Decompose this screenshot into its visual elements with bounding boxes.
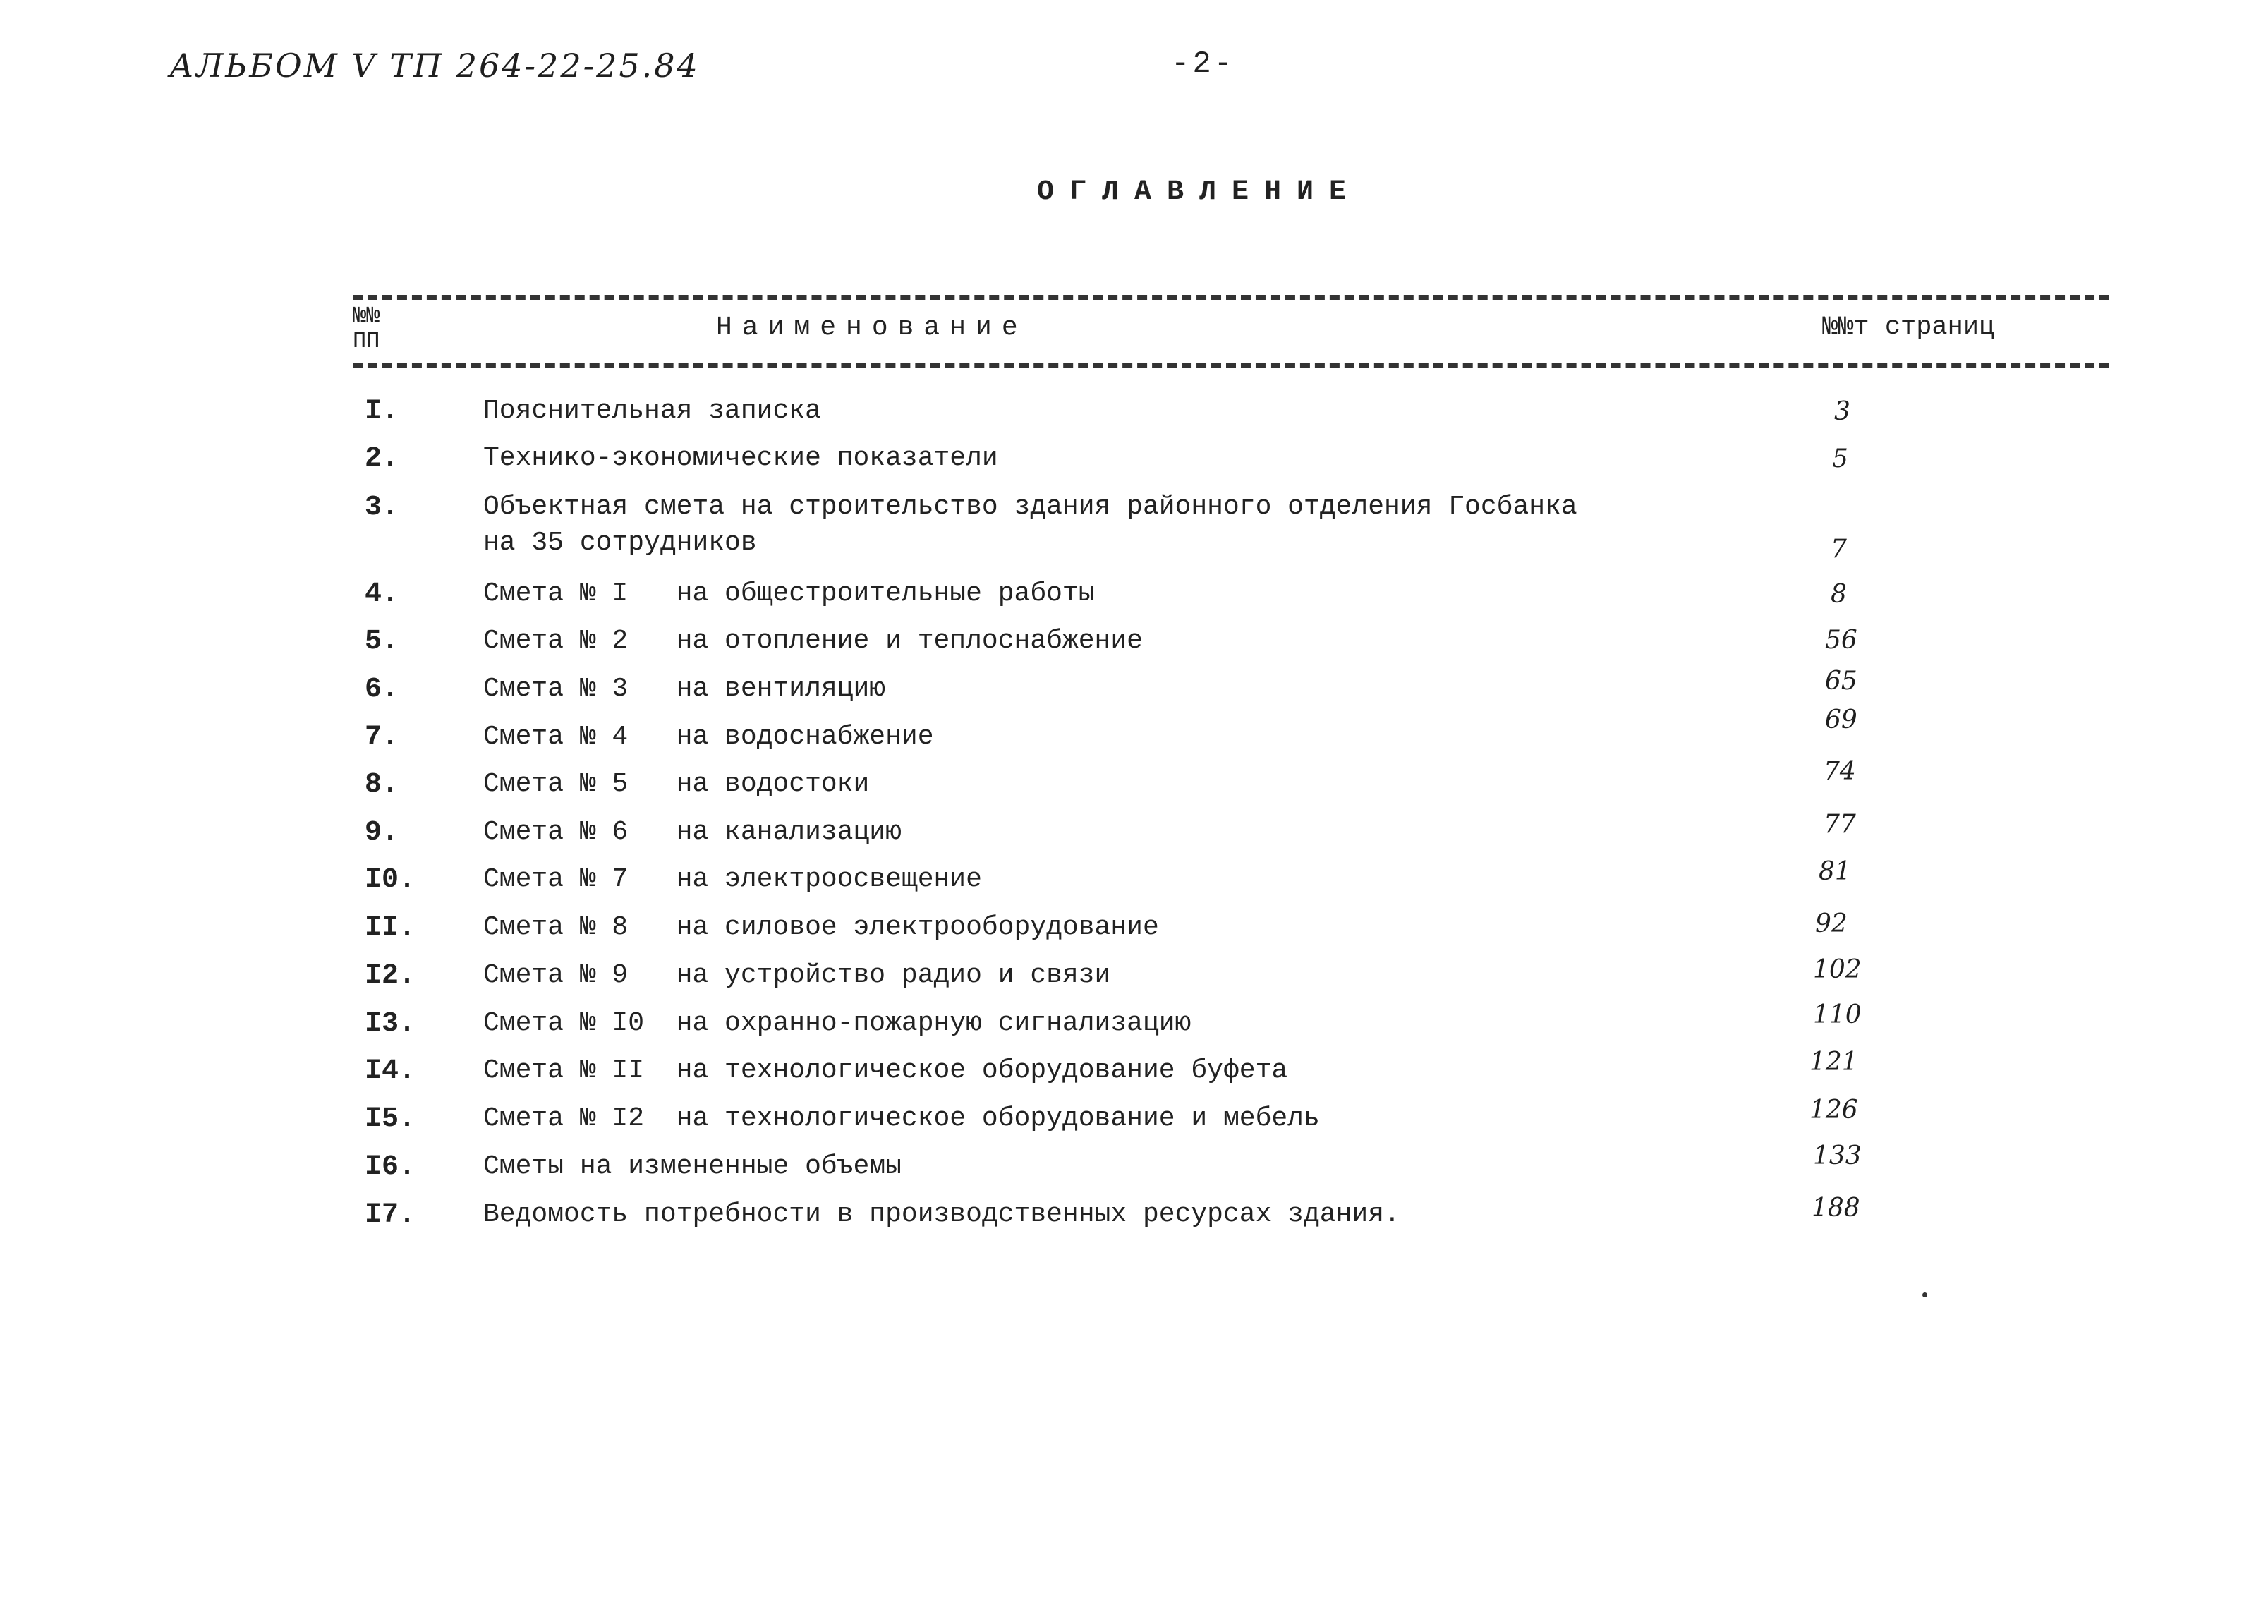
- toc-row-number: 3.: [365, 492, 399, 523]
- toc-row-number: I.: [365, 396, 399, 428]
- toc-row-number: 7.: [365, 722, 399, 753]
- column-header-name: Наименование: [716, 313, 1028, 343]
- toc-row-number: I7.: [365, 1199, 416, 1231]
- toc-row-number: 9.: [365, 817, 399, 849]
- toc-row-title: Смета № I на общестроительные работы: [483, 578, 1095, 609]
- toc-row-title: Смета № 4 на водоснабжение: [483, 722, 934, 752]
- toc-row-number: 6.: [365, 674, 399, 705]
- toc-row-number: I0.: [365, 864, 416, 896]
- toc-row-number: I4.: [365, 1055, 416, 1087]
- toc-row-page: 65: [1825, 667, 1857, 696]
- toc-row-number: 5.: [365, 626, 399, 658]
- column-header-number: №№ ПП: [353, 303, 380, 354]
- toc-row-title: Смета № I2 на технологическое оборудование и мебель: [483, 1103, 1320, 1134]
- toc-row-number: 4.: [365, 578, 399, 610]
- page-number: -2-: [1171, 47, 1236, 82]
- toc-row-title-continuation: на 35 сотрудников: [483, 528, 757, 558]
- toc-row-title: Смета № I0 на охранно-пожарную сигнализацию: [483, 1008, 1191, 1038]
- toc-row-page: 7: [1831, 535, 1847, 564]
- toc-row-number: I5.: [365, 1103, 416, 1135]
- toc-row-title: Смета № 6 на канализацию: [483, 817, 902, 847]
- toc-row-page: 77: [1824, 810, 1856, 839]
- toc-row-page: 126: [1809, 1096, 1858, 1125]
- toc-row-page: 133: [1813, 1141, 1862, 1170]
- toc-row-number: II.: [365, 912, 416, 944]
- toc-row-page: 5: [1832, 444, 1848, 473]
- toc-row-title: Смета № 9 на устройство радио и связи: [483, 960, 1111, 990]
- toc-row-page: 110: [1813, 1000, 1862, 1029]
- toc-row-title: Технико-экономические показатели: [483, 443, 998, 473]
- toc-row-title: Ведомость потребности в производственных ресурсах здания.: [483, 1199, 1400, 1230]
- column-header-pages: №№т страниц: [1822, 313, 1995, 342]
- toc-row-title: Объектная смета на строительство здания районного отделения Госбанка: [483, 492, 1577, 522]
- ink-dot: [1922, 1292, 1927, 1297]
- toc-row-page: 81: [1819, 857, 1851, 886]
- toc-row-title: Сметы на измененные объемы: [483, 1151, 902, 1182]
- toc-row-title: Пояснительная записка: [483, 396, 821, 426]
- toc-row-page: 188: [1812, 1194, 1860, 1223]
- toc-row-page: 69: [1825, 705, 1857, 734]
- page-title: ОГЛАВЛЕНИЕ: [1036, 176, 1362, 208]
- toc-row-page: 8: [1831, 580, 1847, 609]
- toc-row-number: I6.: [365, 1151, 416, 1183]
- toc-row-page: 102: [1813, 955, 1862, 984]
- toc-row-page: 92: [1815, 909, 1848, 938]
- toc-row-title: Смета № 8 на силовое электрооборудование: [483, 912, 1159, 943]
- album-code: АЛЬБОМ V ТП 264-22-25.84: [169, 47, 700, 85]
- toc-row-title: Смета № II на технологическое оборудование буфета: [483, 1055, 1288, 1086]
- toc-row-number: I2.: [365, 960, 416, 992]
- toc-row-page: 3: [1834, 397, 1850, 426]
- toc-row-page: 121: [1809, 1048, 1858, 1077]
- toc-row-page: 56: [1825, 626, 1857, 655]
- toc-row-page: 74: [1824, 757, 1856, 786]
- toc-row-title: Смета № 2 на отопление и теплоснабжение: [483, 626, 1143, 656]
- toc-row-number: I3.: [365, 1008, 416, 1040]
- toc-row-title: Смета № 7 на электроосвещение: [483, 864, 982, 895]
- toc-row-title: Смета № 5 на водостоки: [483, 769, 870, 799]
- toc-row-number: 2.: [365, 443, 399, 475]
- toc-row-title: Смета № 3 на вентиляцию: [483, 674, 886, 704]
- toc-row-number: 8.: [365, 769, 399, 801]
